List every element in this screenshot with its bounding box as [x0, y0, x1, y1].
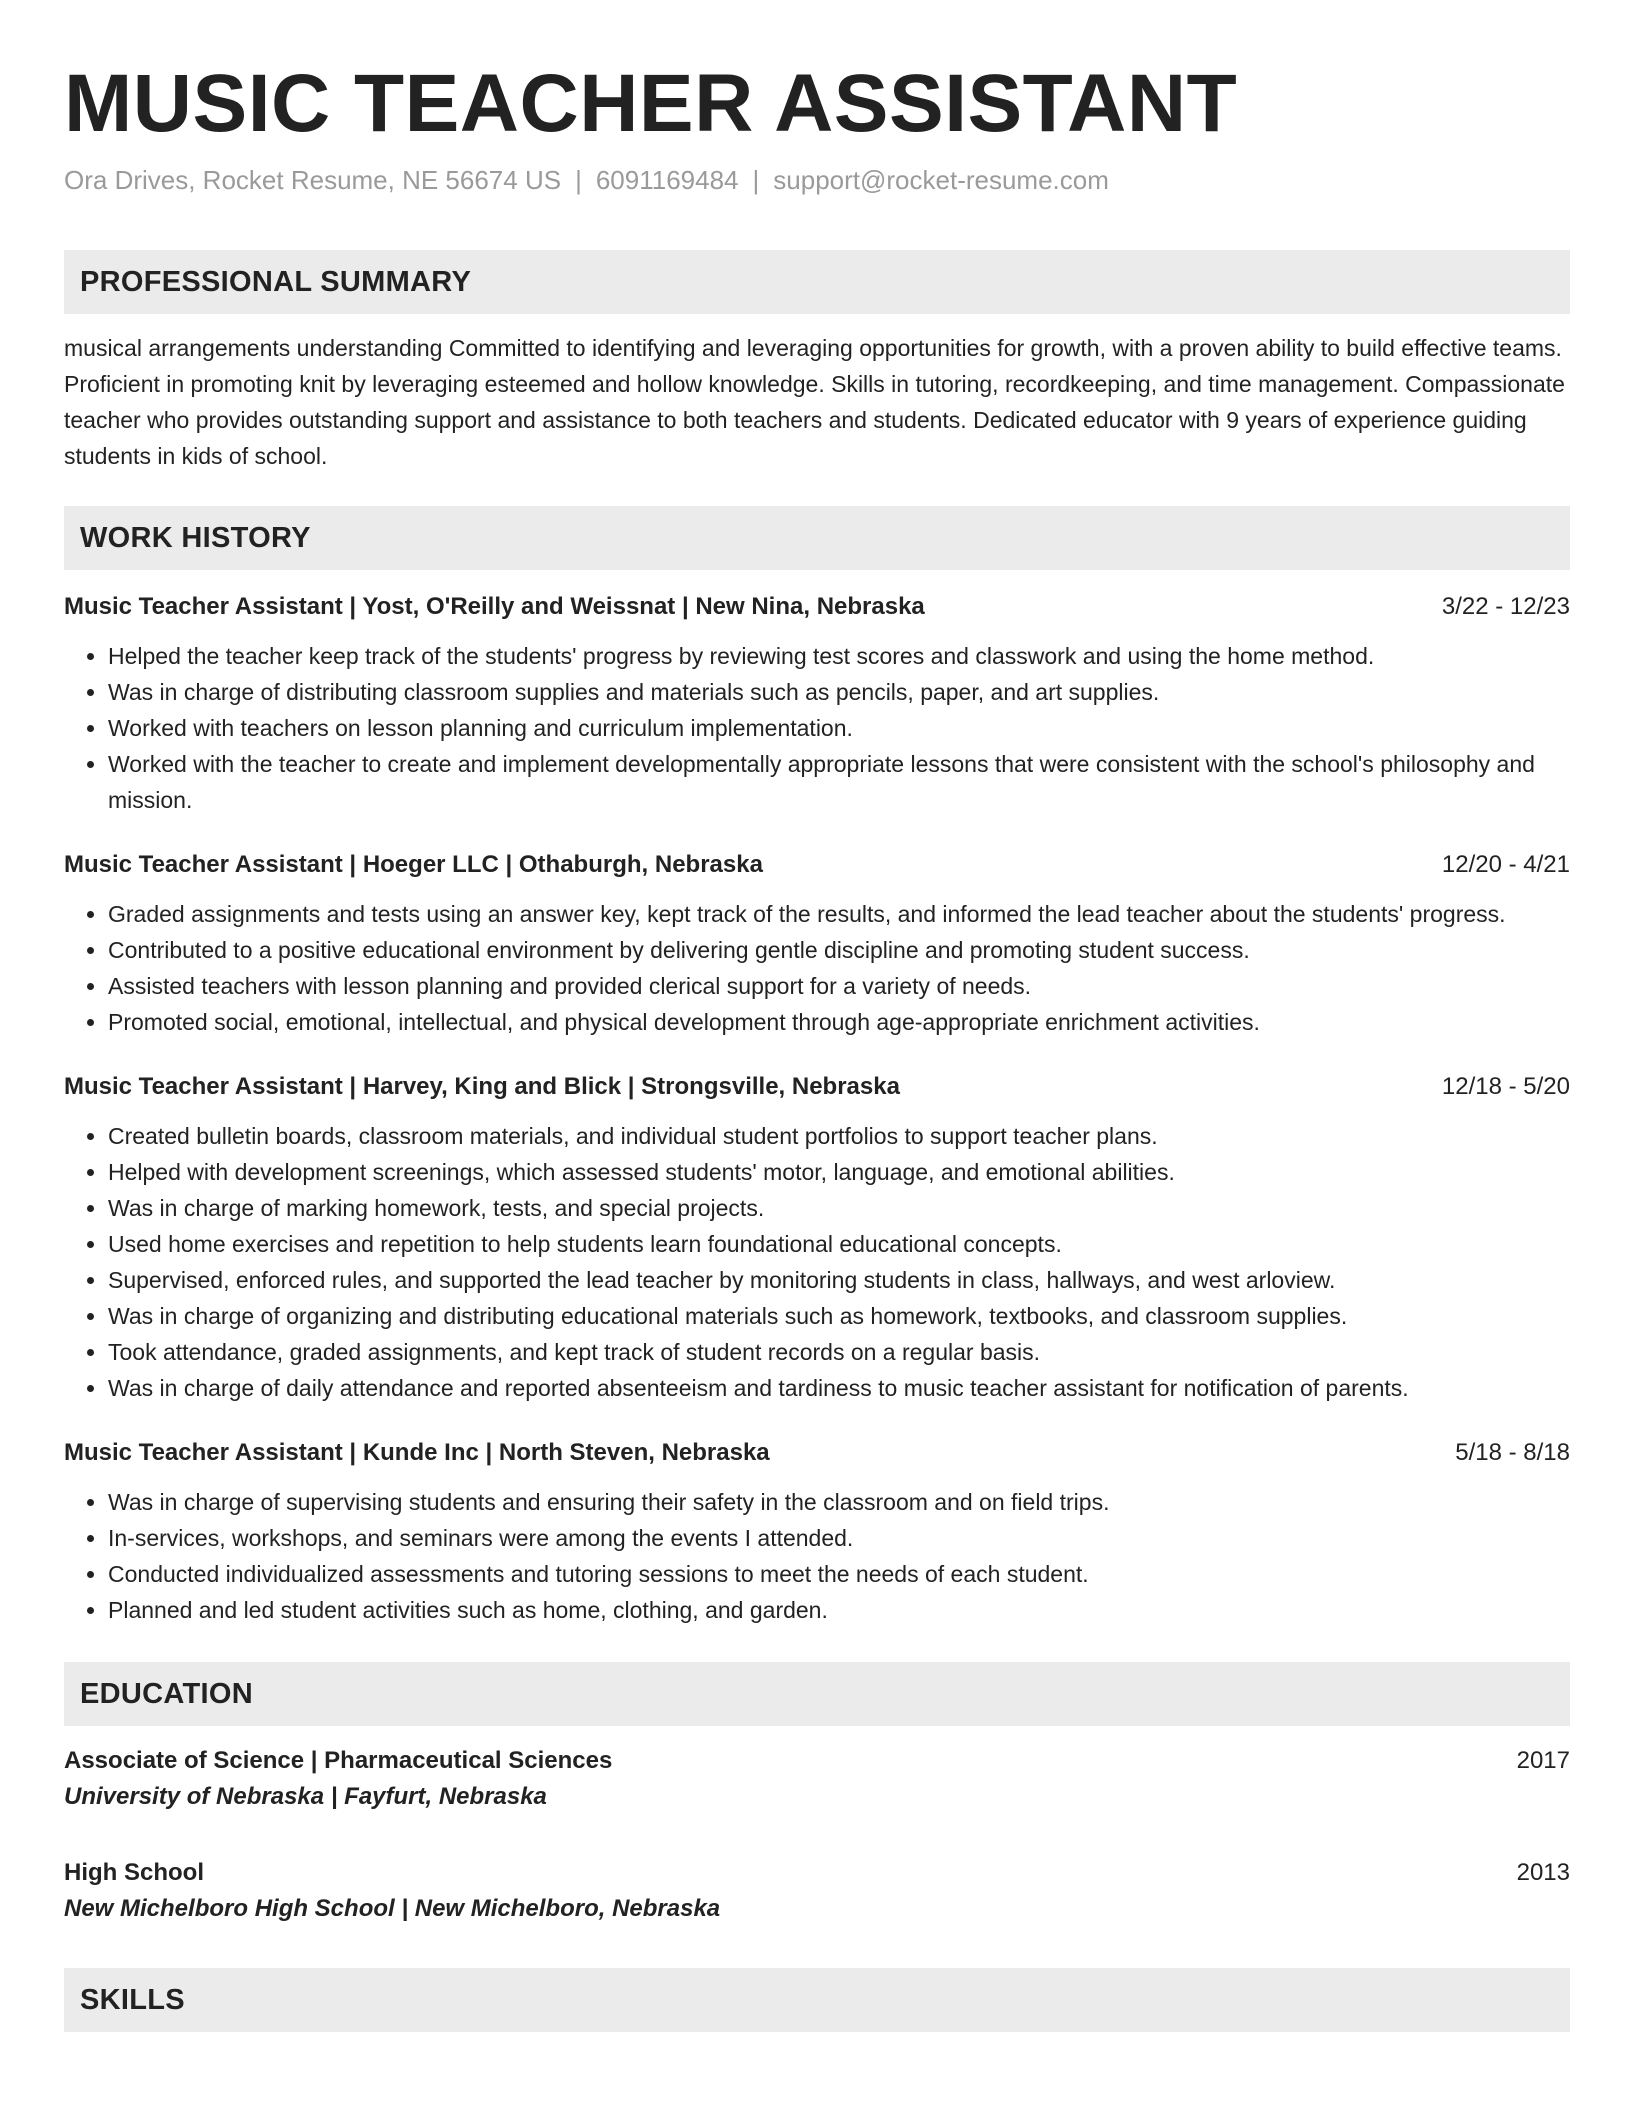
job-title: Music Teacher Assistant | Kunde Inc | North Steven, Nebraska	[64, 1439, 770, 1466]
job-entry	[64, 1436, 1570, 1628]
education-year: 2013	[1516, 1859, 1570, 1886]
job-bullet: • Supervised, enforced rules, and supported the lead teacher by monitoring students in class, hallways, and west arloview.	[108, 1262, 1570, 1298]
contact-separator: |	[575, 165, 582, 195]
job-entry	[64, 590, 1570, 818]
education-row	[64, 1856, 1570, 1890]
job-bullet: • Was in charge of marking homework, tests, and special projects.	[108, 1190, 1570, 1226]
education-row	[64, 1744, 1570, 1778]
job-bullet: • Took attendance, graded assignments, and kept track of student records on a regular basis.	[108, 1334, 1570, 1370]
job-bullet-list	[64, 1484, 1570, 1628]
education-degree: Associate of Science | Pharmaceutical Sciences	[64, 1747, 613, 1774]
resume-name: MUSIC TEACHER ASSISTANT	[64, 58, 1238, 149]
section-header-skills: SKILLS	[64, 1968, 1570, 2032]
job-bullet: • Worked with teachers on lesson planning and curriculum implementation.	[108, 710, 1570, 746]
job-dates: 3/22 - 12/23	[1441, 593, 1570, 620]
job-bullet: • Used home exercises and repetition to help students learn foundational educational concepts.	[108, 1226, 1570, 1262]
job-bullet: • Assisted teachers with lesson planning and provided clerical support for a variety of needs.	[108, 968, 1570, 1004]
education-school: New Michelboro High School | New Michelboro, Nebraska	[64, 1895, 721, 1922]
education-entry	[64, 1856, 1570, 1928]
job-title: Music Teacher Assistant | Yost, O'Reilly and Weissnat | New Nina, Nebraska	[64, 593, 925, 620]
education-school: University of Nebraska | Fayfurt, Nebraska	[64, 1783, 547, 1810]
contact-line	[64, 162, 1570, 198]
job-title-row	[64, 1070, 1570, 1104]
contact-separator: |	[752, 165, 760, 195]
contact-phone: 6091169484	[595, 165, 739, 195]
job-bullet: • Graded assignments and tests using an answer key, kept track of the results, and informed the lead teacher about the students' progress.	[108, 896, 1570, 932]
job-bullet: • Worked with the teacher to create and implement developmentally appropriate lessons that were consistent with the school's philosophy and mission.	[108, 746, 1570, 818]
section-header-summary: PROFESSIONAL SUMMARY	[64, 250, 1570, 314]
job-bullet: • Helped with development screenings, which assessed students' motor, language, and emotional abilities.	[108, 1154, 1570, 1190]
job-bullet: • Was in charge of organizing and distributing educational materials such as homework, textbooks, and classroom supplies.	[108, 1298, 1570, 1334]
job-bullet: • Created bulletin boards, classroom materials, and individual student portfolios to support teacher plans.	[108, 1118, 1570, 1154]
job-title-row	[64, 1436, 1570, 1470]
job-bullet: • Planned and led student activities such as home, clothing, and garden.	[108, 1592, 1570, 1628]
job-bullet-list	[64, 638, 1570, 818]
job-title-row	[64, 590, 1570, 624]
job-title: Music Teacher Assistant | Harvey, King and Blick | Strongsville, Nebraska	[64, 1073, 900, 1100]
job-bullet: • Conducted individualized assessments and tutoring sessions to meet the needs of each student.	[108, 1556, 1570, 1592]
summary-text: musical arrangements understanding Committed to identifying and leveraging opportunities for growth, with a proven ability to build effective teams. Proficient in promoting knit by leveraging esteemed and hollow knowledge. Skills in tutoring, recordkeeping, and time management. Compassionate teacher who provides outstanding support and assistance to both teachers and students. Dedicated educator with 9 years of experience guiding students in kids of school.	[64, 335, 1565, 469]
job-bullet: • Contributed to a positive educational environment by delivering gentle discipline and promoting student success.	[108, 932, 1570, 968]
contact-address: Ora Drives, Rocket Resume, NE 56674 US	[64, 165, 562, 195]
job-bullet-list	[64, 1118, 1570, 1406]
section-header-education: EDUCATION	[64, 1662, 1570, 1726]
job-entry	[64, 1070, 1570, 1406]
education-degree: High School	[64, 1859, 204, 1886]
education-year: 2017	[1516, 1747, 1570, 1774]
job-bullet: • Was in charge of daily attendance and reported absenteeism and tardiness to music teacher assistant for notification of parents.	[108, 1370, 1570, 1406]
job-dates: 5/18 - 8/18	[1455, 1439, 1570, 1466]
job-bullet: • Helped the teacher keep track of the students' progress by reviewing test scores and classwork and using the home method.	[108, 638, 1570, 674]
job-bullet: • In-services, workshops, and seminars were among the events I attended.	[108, 1520, 1570, 1556]
job-dates: 12/18 - 5/20	[1441, 1073, 1570, 1100]
education-entry	[64, 1744, 1570, 1816]
job-bullet: • Was in charge of supervising students and ensuring their safety in the classroom and on field trips.	[108, 1484, 1570, 1520]
job-title-row	[64, 848, 1570, 882]
job-dates: 12/20 - 4/21	[1441, 851, 1570, 878]
job-entry	[64, 848, 1570, 1040]
section-header-work-history: WORK HISTORY	[64, 506, 1570, 570]
job-bullet: • Was in charge of distributing classroom supplies and materials such as pencils, paper, and art supplies.	[108, 674, 1570, 710]
job-bullet: • Promoted social, emotional, intellectual, and physical development through age-appropriate enrichment activities.	[108, 1004, 1570, 1040]
job-bullet-list	[64, 896, 1570, 1040]
contact-email: support@rocket-resume.com	[773, 165, 1109, 195]
job-title: Music Teacher Assistant | Hoeger LLC | Othaburgh, Nebraska	[64, 851, 763, 878]
